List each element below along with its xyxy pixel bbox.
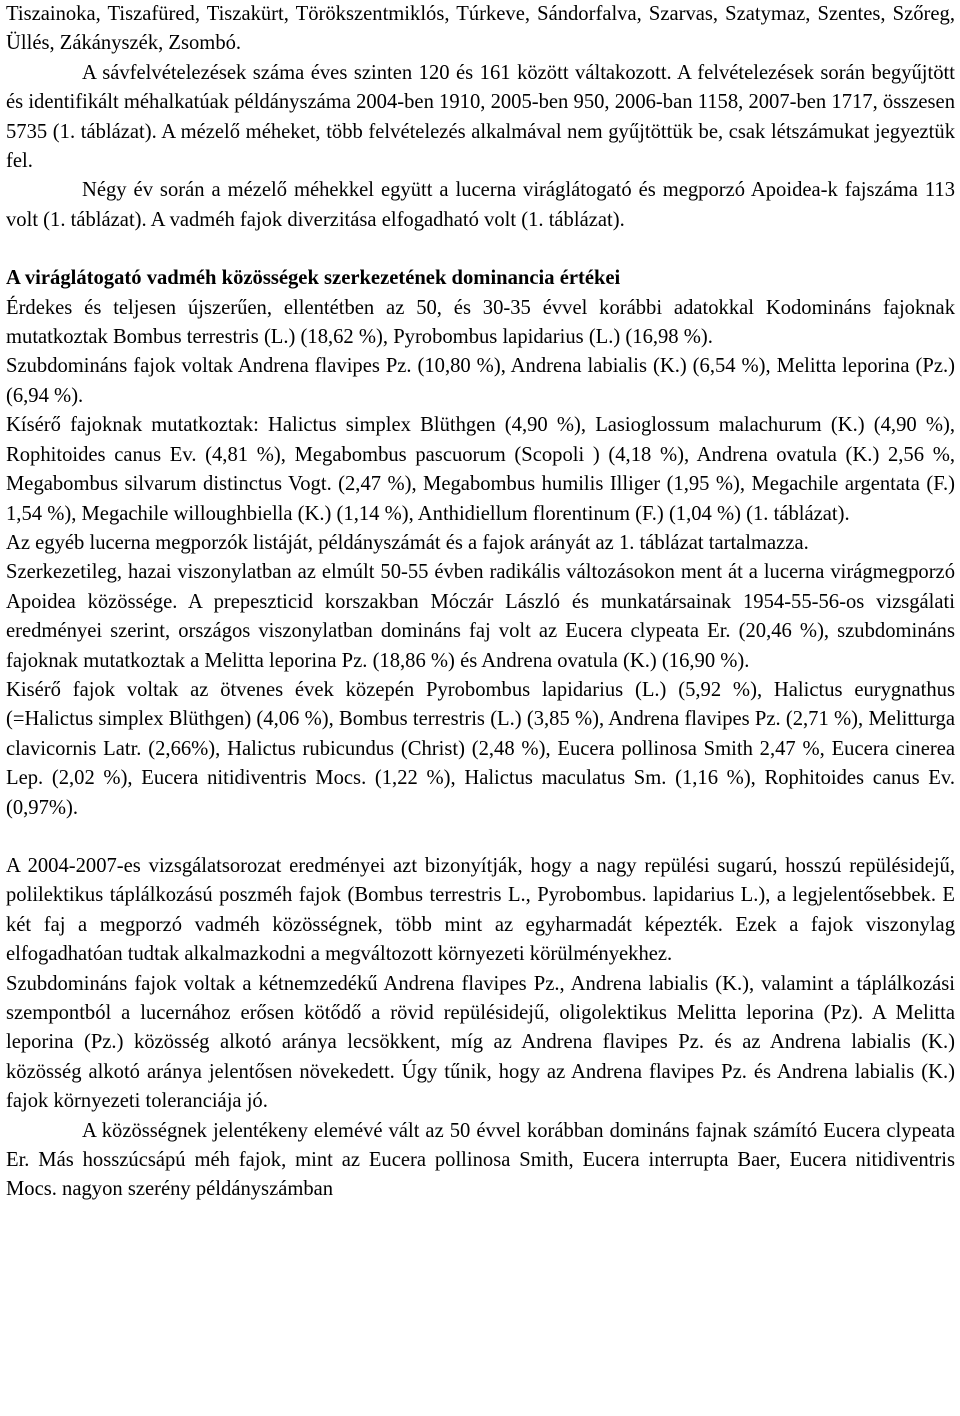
paragraph-results-2004-2007: A 2004-2007-es vizsgálatsorozat eredményei azt bizonyítják, hogy a nagy repülési sugarú, hosszú repülésidejű, polilektikus táplálkozású poszméh fajok (Bombus terrestris L., Pyrobombus. lapidarius L.), a legjelentősebbek. E két faj a megporzó vadméh közösségnek, több mint az egyharmadát képezték. Ezek a fajok viszonylag elfogadhatóan tudtak alkalmazkodni a megváltozott környezeti körülményekhez. bbox=[6, 854, 955, 966]
paragraph-other-pollinators: Az egyéb lucerna megporzók listáját, példányszámát és a fajok arányát az 1. táblázat tartalmazza. bbox=[6, 531, 809, 554]
paragraph-subdominant: Szubdomináns fajok voltak Andrena flavipes Pz. (10,80 %), Andrena labialis (K.) (6,54 %), Melitta leporina (Pz.) (6,94 %). bbox=[6, 355, 955, 407]
paragraph-species-number: Négy év során a mézelő méhekkel együtt a lucerna viráglátogató és megporzó Apoidea-k fajszáma 113 volt (1. táblázat). A vadméh fajok diverzitása elfogadható volt (1. táblázat). bbox=[6, 179, 955, 231]
paragraph-survey-counts: A sávfelvételezések száma éves szinten 120 és 161 között váltakozott. A felvételezések során begyűjtött és identifikált méhalkatúak példányszáma 2004-ben 1910, 2005-ben 950, 2006-ban 1158, 2007-ben 1717, összesen 5735 (1. táblázat). A mézelő méheket, több felvételezés alkalmával nem gyűjtöttük be, csak létszámukat jegyeztük fel. bbox=[6, 61, 955, 173]
spacer bbox=[6, 235, 955, 264]
paragraph-community-element: A közösségnek jelentékeny elemévé vált az 50 évvel korábban domináns fajnak számító Eucera clypeata Er. Más hosszúcsápú méh fajok, mint az Eucera pollinosa Smith, Eucera interrupta Baer, Eucera nitidiventris Mocs. nagyon szerény példányszámban bbox=[6, 1119, 955, 1201]
paragraph-codominant: Érdekes és teljesen újszerűen, ellentétben az 50, és 30-35 évvel korábbi adatokkal Kodomináns fajoknak mutatkoztak Bombus terrestris (L.) (18,62 %), Pyrobombus lapidarius (L.) (16,98 %). bbox=[6, 296, 955, 349]
paragraph-subdominant-species: Szubdomináns fajok voltak a kétnemzedékű Andrena flavipes Pz., Andrena labialis (K.), valamint a táplálkozási szempontból a lucernához erősen kötődő a rövid repülésidejű, oligolektikus Melitta leporina (Pz). A Melitta leporina (Pz.) közösség alkotó aránya lecsökkent, míg az Andrena flavipes Pz. és az Andrena labialis (K.) közösség alkotó aránya jelentősen növekedett. Úgy tűnik, hogy az Andrena flavipes Pz. és Andrena labialis (K.) fajok környezeti toleranciája jó. bbox=[6, 972, 955, 1113]
spacer bbox=[6, 823, 955, 852]
paragraph-fifties-species: Kisérő fajok voltak az ötvenes évek közepén Pyrobombus lapidarius (L.) (5,92 %), Halictus eurygnathus (=Halictus simplex Blüthgen) (4,06 %), Bombus terrestris (L.) (3,85 %), Andrena flavipes Pz. (2,71 %), Melitturga clavicornis Latr. (2,66%), Halictus rubicundus (Christ) (2,48 %), Eucera pollinosa Smith 2,47 %, Eucera cinerea Lep. (2,02 %), Eucera nitidiventris Mocs. (1,22 %), Halictus maculatus Sm. (1,16 %), Rophitoides canus Ev. (0,97%). bbox=[6, 678, 955, 819]
paragraph-structural-change: Szerkezetileg, hazai viszonylatban az elmúlt 50-55 évben radikális változásokon ment át a lucerna virágmegporzó Apoidea közössége. A prepeszticid korszakban Móczár László és munkatársainak 1954-55-56-os vizsgálati eredményei szerint, országos viszonylatban domináns faj volt az Eucera clypeata Er. (20,46 %), szubdomináns fajoknak mutatkoztak a Melitta leporina Pz. (18,86 %) és Andrena ovatula (K.) (16,90 %). bbox=[6, 561, 955, 672]
paragraph-locations: Tiszainoka, Tiszafüred, Tiszakürt, Törökszentmiklós, Túrkeve, Sándorfalva, Szarvas, Szatymaz, Szentes, Szőreg, Üllés, Zákányszék, Zsombó. bbox=[6, 3, 955, 55]
section-heading: A viráglátogató vadméh közösségek szerkezetének dominancia értékei bbox=[6, 267, 621, 290]
paragraph-accompanying: Kísérő fajoknak mutatkoztak: Halictus simplex Blüthgen (4,90 %), Lasioglossum malachurum (K.) (4,90 %), Rophitoides canus Ev. (4,81 %), Megabombus pascuorum (Scopoli ) (4,18 %), Andrena ovatula (K.) 2,56 %, Megabombus silvarum distinctus Vogt. (2,47 %), Megabombus humilis Illiger (1,95 %), Megachile argentata (F.) 1,54 %), Megachile willoughbiella (K.) (1,14 %), Anthidiellum florentinum (F.) (1,04 %) (1. táblázat). bbox=[6, 414, 955, 525]
